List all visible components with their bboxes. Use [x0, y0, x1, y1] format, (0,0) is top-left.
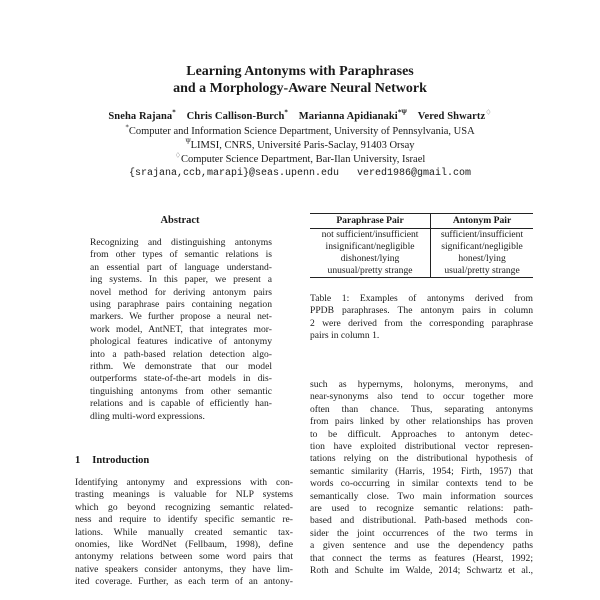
table-cell: insignificant/negligible: [310, 241, 431, 253]
table-row: [310, 229, 533, 242]
abstract-line: novel method for deriving antonym pairs: [90, 286, 272, 298]
table-header: Paraphrase Pair: [310, 214, 431, 229]
abstract-line: outperforms state-of-the-art models in dis-: [90, 373, 272, 385]
author: Sneha Rajana*: [108, 108, 176, 122]
intro-line: native speakers consider antonyms, they have lim-: [75, 563, 293, 575]
email: vered1986@gmail.com: [357, 168, 472, 179]
email: {srajana,ccb,marapi}@seas.upenn.edu: [128, 168, 339, 179]
table-caption: [310, 293, 533, 343]
table-cell: sufficient/insufficient: [440, 229, 524, 240]
abstract-heading: Abstract: [160, 215, 200, 226]
intro-line: ness and require to identify specific semantic re-: [75, 514, 293, 526]
body-line: such as hypernyms, holonyms, meronyms, and: [310, 379, 533, 390]
abstract-line: ing systems. In this paper, we present a: [90, 274, 272, 286]
intro-line: ited coverage. Further, as each term of an antony-: [75, 576, 293, 588]
body-line: a given sentence and use the dependency paths: [310, 540, 533, 552]
body-line: words co-occurring in similar contexts tend to be: [310, 478, 533, 490]
paper-title-line-1: Learning Antonyms with Paraphrases: [186, 64, 414, 79]
introduction-body: [75, 477, 293, 589]
body-line: tations relying on the distributional hypothesis of: [310, 453, 533, 465]
intro-line: onomies, like WordNet (Fellbaum, 1998), define: [75, 539, 293, 551]
abstract-line: markers. We further propose a neural net-: [90, 311, 272, 323]
table-header: Antonym Pair: [431, 214, 533, 229]
intro-line: trasting meanings is valuable for NLP systems: [75, 489, 293, 501]
body-line: from pairs linked by other relationships has proven: [310, 416, 533, 428]
author: Marianna Apidianaki$^{*\Psi}$: [298, 108, 407, 122]
section-title: Introduction: [92, 455, 150, 466]
intro-line: antonymy relations between some word pairs that: [75, 551, 293, 563]
body-line: based and distributional. Path-based methods con-: [310, 515, 533, 527]
antonym-examples-table: [310, 213, 533, 278]
abstract-line: tinguishing antonyms from other semantic: [90, 385, 272, 397]
abstract-line: using paraphrase pairs containing negation: [90, 299, 272, 311]
body-line: to be difficult. Approaches to antonym detec-: [310, 428, 533, 440]
body-line: semantic similarity (Harris, 1954; Firth, 1957) that: [310, 465, 533, 477]
caption-line: 2 were derived from the corresponding paraphrase: [310, 317, 533, 329]
intro-line: which go beyond recognizing semantic related-: [75, 501, 293, 513]
section-number: 1: [75, 455, 81, 466]
abstract-line: into a path-based relation detection algo-: [90, 348, 272, 360]
author-emails: [0, 168, 600, 179]
caption-line: Table 1: Examples of antonyms derived from: [310, 293, 533, 304]
abstract-line: dling multi-word expressions.: [90, 410, 205, 422]
body-line: semantically close. Two main information sources: [310, 490, 533, 502]
body-line: sider the joint occurrences of the two terms in: [310, 527, 533, 539]
table-row: [310, 253, 533, 265]
caption-line: pairs in column 1.: [310, 330, 380, 342]
paper-title-line-2: and a Morphology-Aware Neural Network: [173, 81, 427, 96]
table-row: [310, 241, 533, 253]
caption-line: PPDB paraphrases. The antonym pairs in column: [310, 305, 533, 317]
body-line: often than chance. Thus, separating antonyms: [310, 403, 533, 415]
body-line: are used to recognize semantic relations: path-: [310, 503, 533, 515]
intro-line: lations. While manually created semantic tax-: [75, 526, 293, 538]
author-list: [0, 108, 600, 122]
body-line: that connect the terms as features (Hearst, 1992;: [310, 552, 533, 564]
intro-line: Identifying antonymy and expressions with con-: [75, 477, 293, 488]
table-row: [310, 265, 533, 278]
right-column-body: [310, 379, 533, 578]
abstract-line: from other types of semantic relations is: [90, 249, 272, 261]
body-line: near-synonyms also tend to occur together more: [310, 391, 533, 403]
affiliation: *Computer and Information Science Department, University of Pennsylvania, USA: [125, 123, 475, 137]
affiliation: ♢Computer Science Department, Bar-Ilan University, Israel: [174, 151, 426, 165]
abstract-line: rithm. We demonstrate that our model: [90, 361, 272, 373]
table-cell: not sufficient/insufficient: [310, 229, 431, 242]
table-cell: unusual/pretty strange: [310, 265, 431, 278]
section-heading-introduction: [75, 455, 149, 466]
table-cell: significant/negligible: [441, 241, 523, 252]
abstract-line: phological features indicative of antonymy: [90, 336, 272, 348]
table-cell: dishonest/lying: [310, 253, 431, 265]
author: Chris Callison-Burch*: [186, 108, 289, 122]
affiliation: $^\Psi$LIMSI, CNRS, Université Paris-Saclay, 91403 Orsay: [185, 137, 415, 151]
abstract-line: work model, AntNET, that integrates mor-: [90, 323, 272, 335]
table-cell: usual/pretty strange: [431, 265, 533, 278]
author: Vered Shwartz♢: [417, 108, 492, 122]
abstract-line: relations and is capable of efficiently han-: [90, 398, 272, 410]
table-cell: honest/lying: [458, 253, 506, 264]
abstract-line: Recognizing and distinguishing antonyms: [90, 237, 272, 248]
abstract-body: [90, 237, 272, 423]
body-line: Roth and Schulte im Walde, 2014; Schwartz et al.,: [310, 565, 533, 577]
body-line: tion have exploited distributional vector represen-: [310, 441, 533, 453]
abstract-line: an essential part of language understand-: [90, 261, 272, 273]
